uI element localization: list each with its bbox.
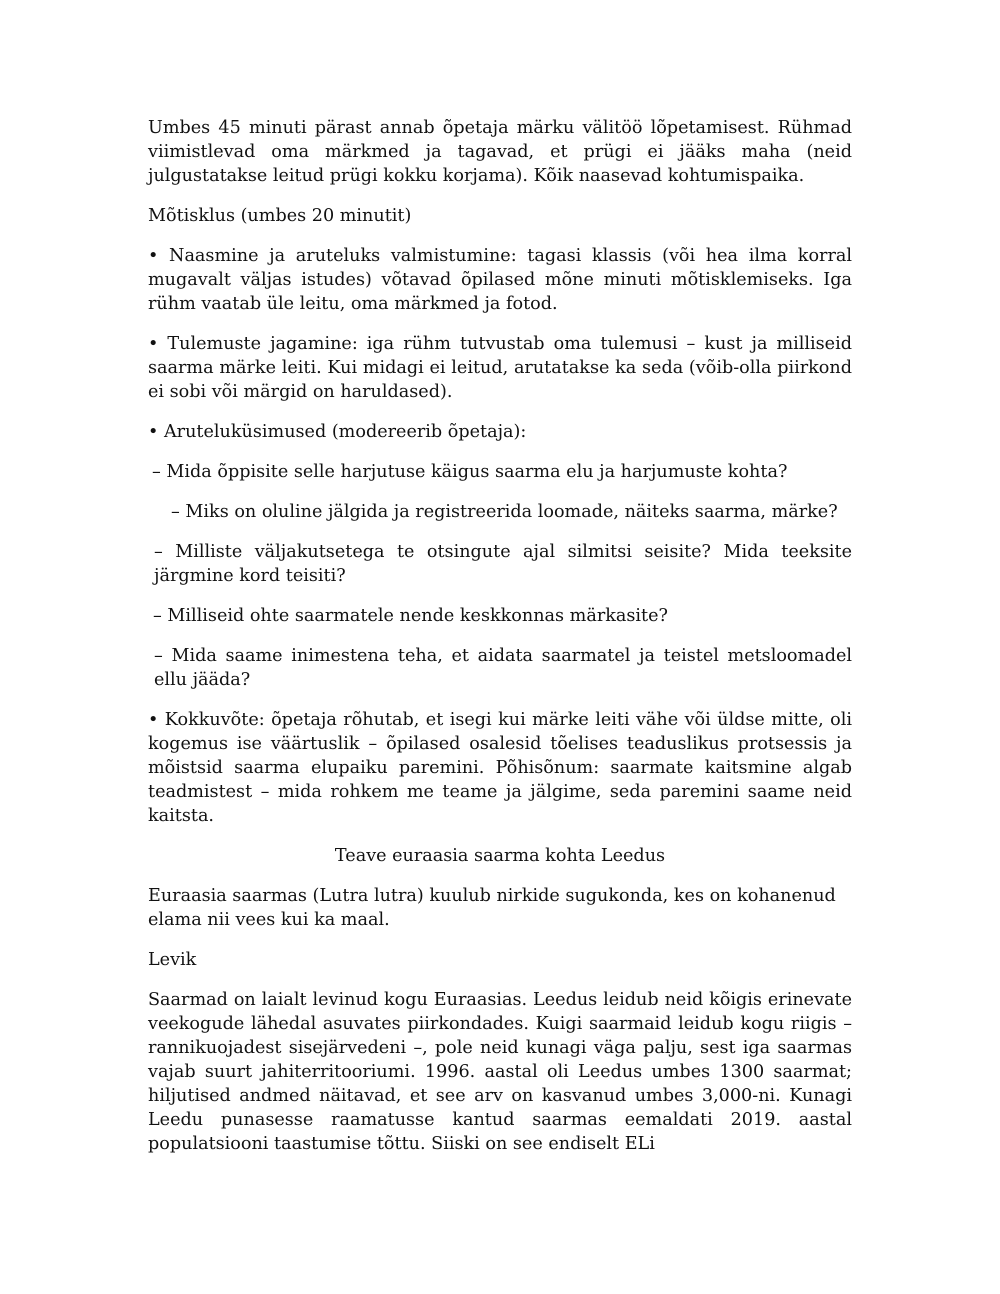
question-item: – Mida saame inimestena teha, et aidata saarmatel ja teistel metsloomadel ellu jääda? <box>154 646 852 690</box>
question-item: – Mida õppisite selle harjutuse käigus saarma elu ja harjumuste kohta? <box>152 462 788 482</box>
question-item: – Miks on oluline jälgida ja registreerida loomade, näiteks saarma, märke? <box>171 502 838 522</box>
bullet-return: • Naasmine ja aruteluks valmistumine: tagasi klassis (või hea ilma korral mugavalt väljas istudes) võtavad õpilased mõne minuti mõtisklemiseks. Iga rühm vaatab üle leitu, oma märkmed ja fotod. <box>148 246 852 314</box>
distribution-paragraph: Saarmad on laialt levinud kogu Euraasias. Leedus leidub neid kõigis erinevate veekogude lähedal asuvates piirkondades. Kuigi saarmaid leidub kogu riigis – rannikuojadest sisejärvedeni –, pole neid kunagi väga palju, sest iga saarmas vajab suurt jahiterritooriumi. 1996. aastal oli Leedus umbes 1300 saarmat; hiljutised andmed näitavad, et see arv on kasvanud umbes 3,000-ni. Kunagi Leedu punasesse raamatusse kantud saarmas eemaldati 2019. aastal populatsiooni taastumise tõttu. Siiski on see endiselt ELi <box>148 990 852 1154</box>
paragraph-fieldwork-end: Umbes 45 minuti pärast annab õpetaja märku välitöö lõpetamisest. Rühmad viimistlevad oma märkmed ja tagavad, et prügi ei jääks maha (neid julgustatakse leitud prügi kokku korjama). Kõik naasevad kohtumispaika. <box>148 118 852 186</box>
question-item: – Milliste väljakutsetega te otsingute ajal silmitsi seisite? Mida teeksite järgmine kord teisiti? <box>154 542 852 586</box>
section-title: Teave euraasia saarma kohta Leedus <box>334 846 666 866</box>
intro-paragraph: Euraasia saarmas (Lutra lutra) kuulub nirkide sugukonda, kes on kohanenud elama nii vees kui ka maal. <box>148 886 836 930</box>
bullet-summary: • Kokkuvõte: õpetaja rõhutab, et isegi kui märke leiti vähe või üldse mitte, oli kogemus ise väärtuslik – õpilased osalesid tõelises teaduslikus protsessis ja mõistsid saarma elupaiku paremini. Põhisõnum: saarmate kaitsmine algab teadmistest – mida rohkem me teame ja jälgime, seda paremini saame neid kaitsta. <box>148 710 852 826</box>
distribution-heading: Levik <box>148 950 197 970</box>
document-page <box>148 116 852 1172</box>
reflection-heading: Mõtisklus (umbes 20 minutit) <box>148 206 412 226</box>
question-item: – Milliseid ohte saarmatele nende keskkonnas märkasite? <box>153 606 668 626</box>
bullet-results: • Tulemuste jagamine: iga rühm tutvustab oma tulemusi – kust ja milliseid saarma märke leiti. Kui midagi ei leitud, arutatakse ka seda (võib-olla piirkond ei sobi või märgid on haruldased). <box>148 334 852 402</box>
bullet-questions: • Aruteluküsimused (modereerib õpetaja): <box>148 422 527 442</box>
